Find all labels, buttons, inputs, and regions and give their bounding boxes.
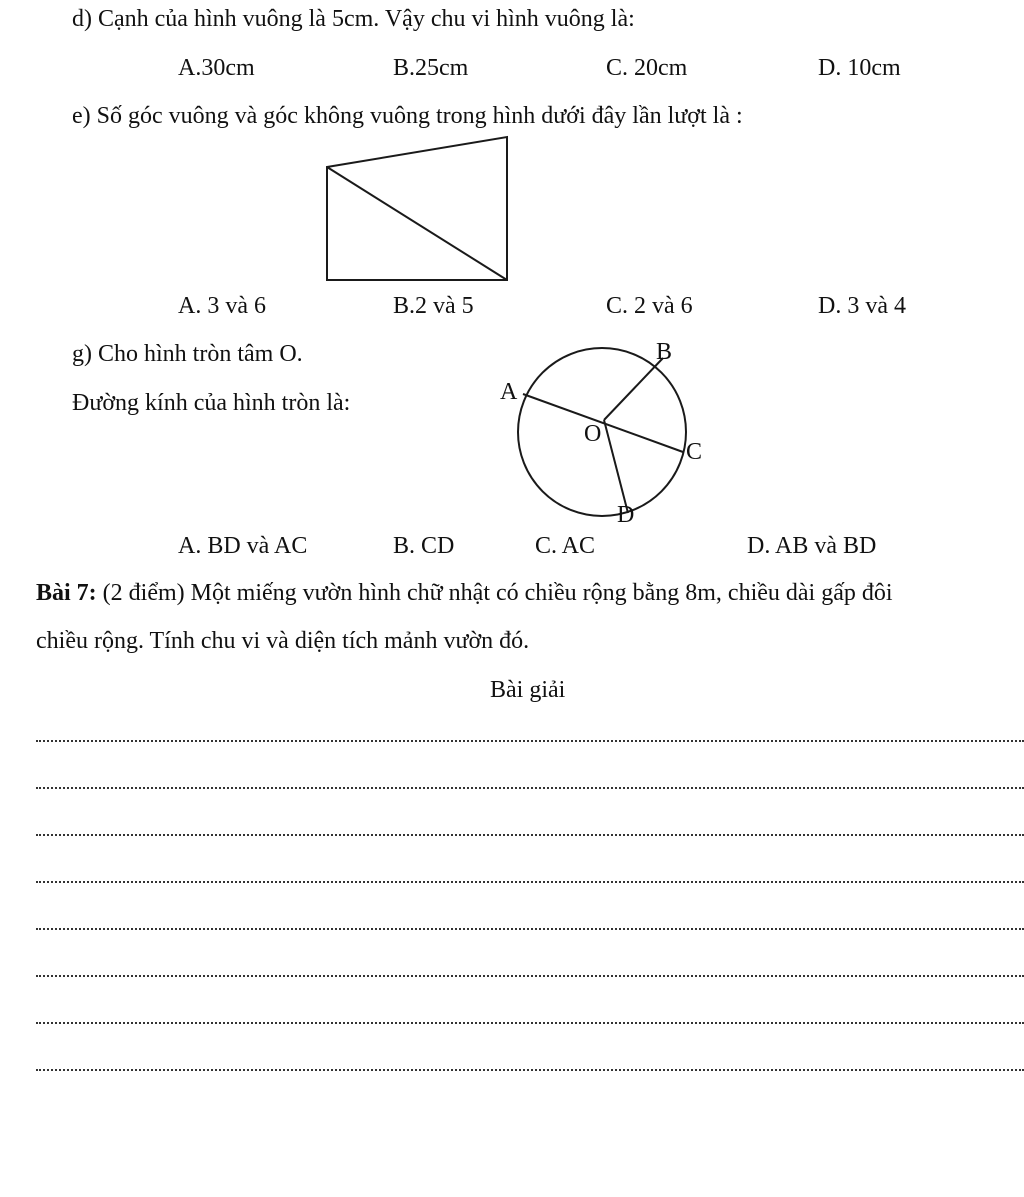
question-d-option-a[interactable]: A.30cm [178, 55, 255, 81]
question-d-option-c[interactable]: C. 20cm [606, 55, 688, 81]
question-g-option-b[interactable]: B. CD [393, 533, 455, 559]
point-c-label: C [686, 439, 703, 465]
question-g-prompt-line2: Đường kính của hình tròn là: [72, 390, 351, 416]
answer-line[interactable] [36, 1022, 1024, 1024]
segment-od [604, 420, 628, 513]
point-d-label: D [617, 502, 635, 528]
answer-line[interactable] [36, 787, 1024, 789]
question-e-option-d[interactable]: D. 3 và 4 [818, 293, 906, 319]
point-b-label: B [656, 339, 673, 365]
exercise-7-text-line2: chiều rộng. Tính chu vi và diện tích mảnh vườn đó. [36, 628, 530, 654]
exercise-7-text-line1: (2 điểm) Một miếng vườn hình chữ nhật có chiều rộng bằng 8m, chiều dài gấp đôi [96, 580, 893, 606]
solution-heading: Bài giải [490, 677, 566, 703]
exercise-7-line1 [36, 578, 893, 608]
circle-figure [490, 330, 720, 530]
quadrilateral-figure [320, 130, 520, 286]
circle-outline [518, 348, 686, 516]
exercise-7-label: Bài 7: [36, 580, 97, 606]
answer-line[interactable] [36, 975, 1024, 977]
question-g-option-c[interactable]: C. AC [535, 533, 596, 559]
answer-line[interactable] [36, 928, 1024, 930]
question-g-option-d[interactable]: D. AB và BD [747, 533, 877, 559]
quadrilateral-outline [327, 137, 507, 280]
answer-line[interactable] [36, 881, 1024, 883]
answer-line[interactable] [36, 740, 1024, 742]
answer-line[interactable] [36, 1069, 1024, 1071]
question-e-option-b[interactable]: B.2 và 5 [393, 293, 474, 319]
segment-ob [604, 358, 663, 420]
answer-line[interactable] [36, 834, 1024, 836]
question-e-option-a[interactable]: A. 3 và 6 [178, 293, 266, 319]
point-o-label: O [584, 421, 602, 447]
question-g-prompt-line1: g) Cho hình tròn tâm O. [72, 341, 303, 367]
segment-ac [523, 394, 683, 452]
question-e-prompt: e) Số góc vuông và góc không vuông trong hình dưới đây lần lượt là : [72, 103, 743, 129]
question-d-prompt: d) Cạnh của hình vuông là 5cm. Vậy chu vi hình vuông là: [72, 6, 635, 32]
question-d-option-b[interactable]: B.25cm [393, 55, 469, 81]
question-d-option-d[interactable]: D. 10cm [818, 55, 901, 81]
point-a-label: A [500, 379, 518, 405]
quadrilateral-diagonal [327, 167, 507, 280]
question-g-option-a[interactable]: A. BD và AC [178, 533, 308, 559]
question-e-option-c[interactable]: C. 2 và 6 [606, 293, 693, 319]
